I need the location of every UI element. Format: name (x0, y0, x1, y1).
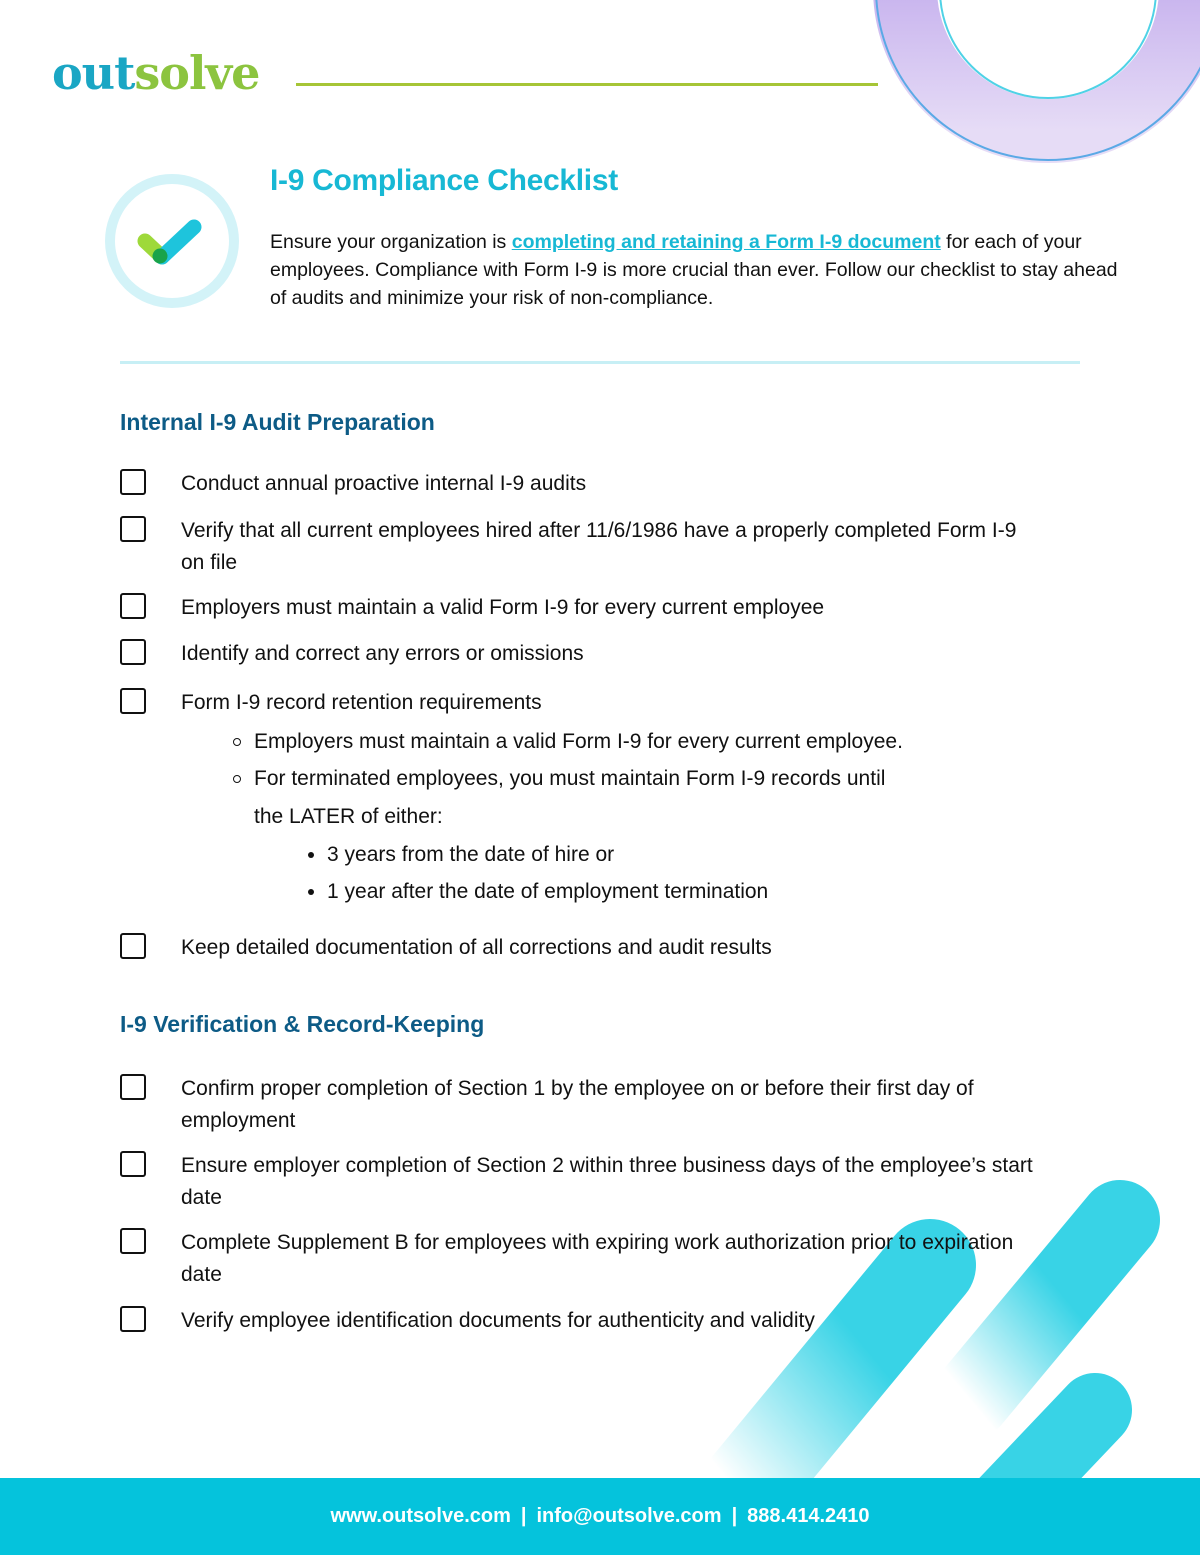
checklist-item-text: Employers must maintain a valid Form I-9 for every current employee (181, 596, 825, 619)
footer-separator: | (731, 1505, 738, 1527)
checkbox[interactable] (120, 1074, 146, 1100)
bullet-icon (308, 889, 314, 895)
section-heading-verification: I-9 Verification & Record-Keeping (120, 1011, 485, 1037)
checklist-item-text: Ensure employer completion of Section 2 within three business days of the employee’s start date (181, 1154, 1033, 1209)
footer-email-link[interactable]: info@outsolve.com (536, 1505, 722, 1527)
checkmark-icon (104, 173, 240, 309)
sub-list-text: For terminated employees, you must maintain Form I-9 records until (254, 767, 886, 790)
page-title: I-9 Compliance Checklist (270, 164, 618, 197)
checkbox[interactable] (120, 1228, 146, 1254)
checklist-item-text: Conduct annual proactive internal I-9 audits (181, 472, 587, 495)
header-divider (296, 83, 878, 86)
checklist-item-text: Form I-9 record retention requirements (181, 691, 542, 714)
decorative-rings (860, 0, 1200, 200)
nested-bullet-text: 3 years from the date of hire or (327, 843, 615, 866)
checkbox[interactable] (120, 1306, 146, 1332)
sub-list-text-continued: the LATER of either: (254, 805, 443, 828)
footer-separator: | (520, 1505, 527, 1527)
sub-list-item (254, 763, 885, 795)
section-divider (120, 361, 1080, 364)
checkbox[interactable] (120, 639, 146, 665)
footer-bar (0, 1478, 1200, 1555)
checklist-item-text: Keep detailed documentation of all corrections and audit results (181, 936, 772, 959)
checkbox[interactable] (120, 688, 146, 714)
intro-text-after: for each of your employees. Compliance with Form I-9 is more crucial than ever. Follow our checklist to stay ahead of audits and minimize your risk of non-compliance. (270, 231, 1118, 309)
checklist-item-text: Confirm proper completion of Section 1 by the employee on or before their first day of employment (181, 1077, 974, 1132)
checklist-item-text: Identify and correct any errors or omissions (181, 642, 584, 665)
intro-text-before: Ensure your organization is (270, 231, 512, 253)
checklist-item-text: Complete Supplement B for employees with expiring work authorization prior to expiration date (181, 1231, 1014, 1286)
checkbox[interactable] (120, 933, 146, 959)
section-heading-audit-prep: Internal I-9 Audit Preparation (120, 409, 435, 435)
sub-list-text: Employers must maintain a valid Form I-9 for every current employee. (254, 730, 903, 753)
sub-list-item (254, 726, 903, 758)
nested-bullet-item (327, 876, 768, 908)
footer-phone[interactable]: 888.414.2410 (747, 1505, 870, 1527)
checkbox[interactable] (120, 469, 146, 495)
footer-website-link[interactable]: www.outsolve.com (330, 1505, 511, 1527)
checkbox[interactable] (120, 1151, 146, 1177)
checklist-item-text: Verify that all current employees hired after 11/6/1986 have a properly completed Form I-9 on file (181, 519, 1017, 574)
intro-paragraph (270, 228, 1130, 312)
nested-bullet-text: 1 year after the date of employment termination (327, 880, 769, 903)
outsolve-logo: outsolve (52, 46, 260, 100)
checklist-item-text: Verify employee identification documents for authenticity and validity (181, 1309, 815, 1332)
nested-bullet-item (327, 839, 614, 871)
hollow-bullet-icon (233, 775, 241, 783)
checkbox[interactable] (120, 593, 146, 619)
checkbox[interactable] (120, 516, 146, 542)
bullet-icon (308, 852, 314, 858)
form-i9-link[interactable]: completing and retaining a Form I-9 document (511, 231, 941, 253)
hollow-bullet-icon (233, 738, 241, 746)
